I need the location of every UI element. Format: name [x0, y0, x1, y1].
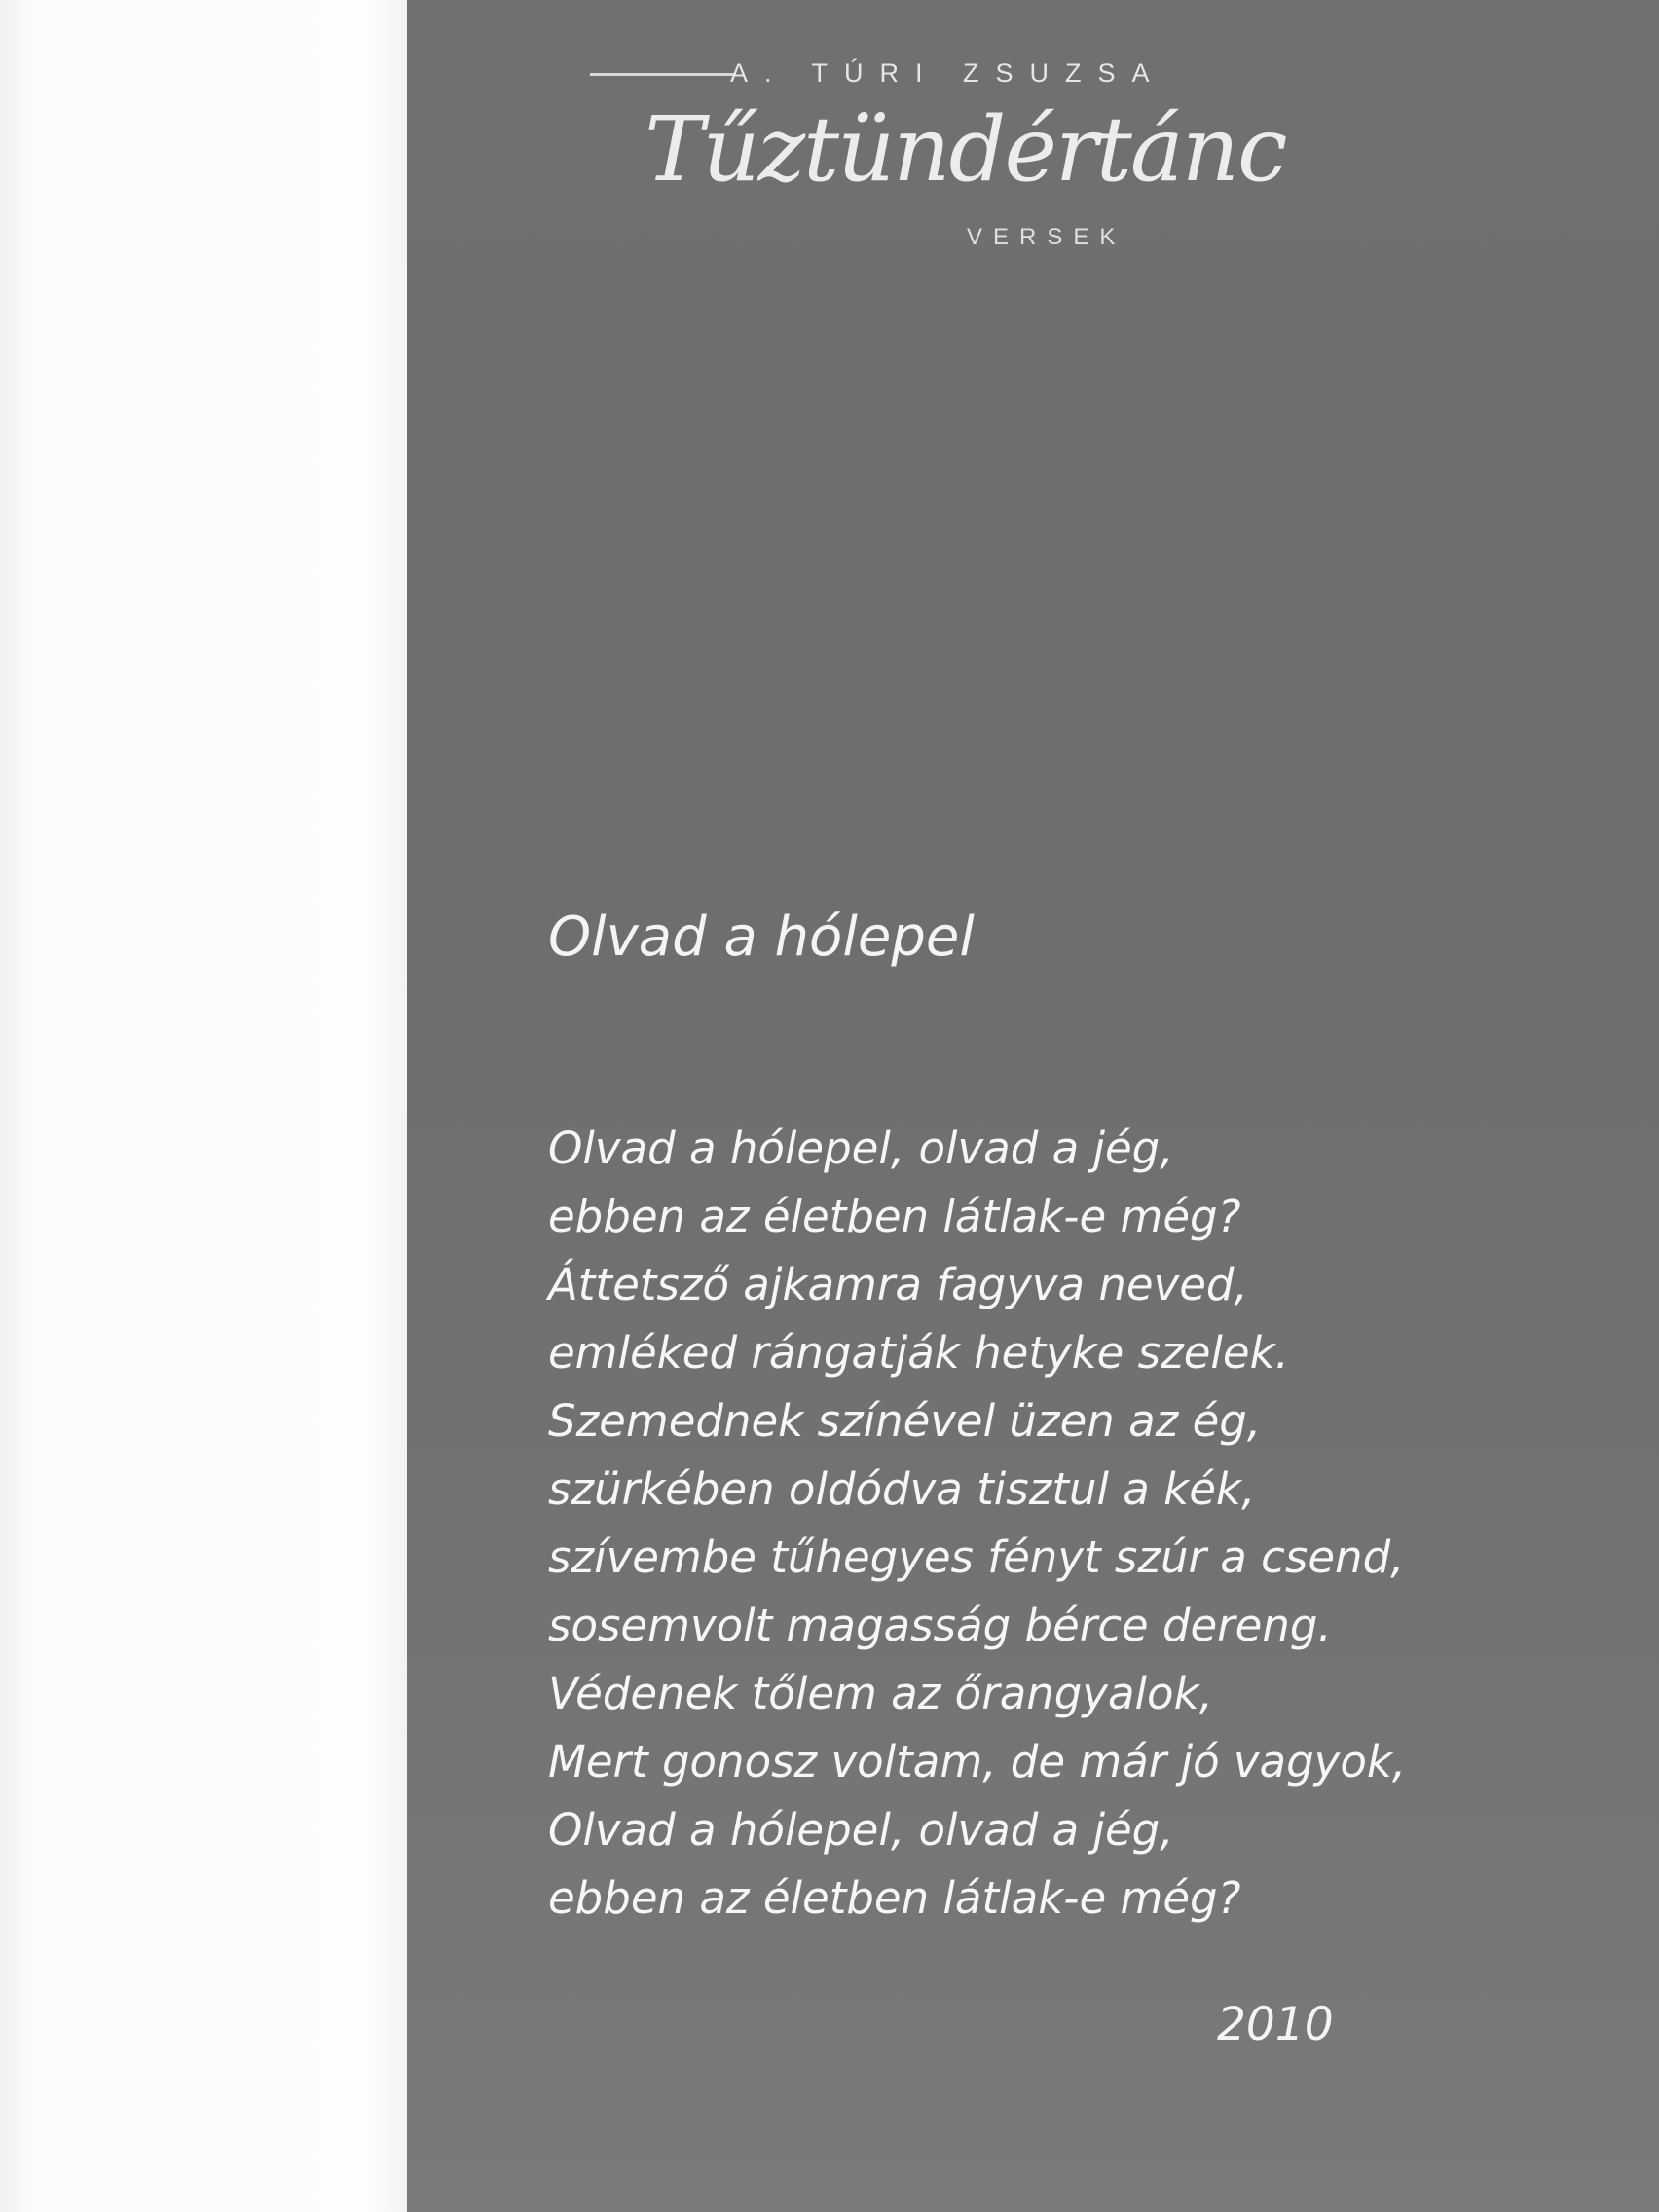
logo-decorative-line: [590, 73, 736, 76]
poem-title: Olvad a hólepel: [548, 905, 975, 969]
poem-line: szívembe tűhegyes fényt szúr a csend,: [548, 1531, 1405, 1583]
poem-line: Mert gonosz voltam, de már jó vagyok,: [548, 1736, 1407, 1788]
poem-line: ebben az életben látlak-e még?: [548, 1191, 1241, 1242]
author-name: A. TÚRI ZSUZSA: [730, 58, 1166, 88]
poem-line: Védenek tőlem az őrangyalok,: [548, 1668, 1213, 1719]
poem-stanza: [548, 1115, 1406, 1933]
poem-line: szürkében oldódva tisztul a kék,: [548, 1463, 1256, 1515]
poem-line: sosemvolt magasság bérce dereng.: [548, 1600, 1332, 1651]
poem-line: Olvad a hólepel, olvad a jég,: [548, 1123, 1174, 1174]
poem-line: ebben az életben látlak-e még?: [548, 1872, 1241, 1924]
poem-line: emléked rángatják hetyke szelek.: [548, 1327, 1289, 1379]
poem-year: 2010: [1217, 1998, 1334, 2051]
book-title: Tűztündértánc: [645, 97, 1286, 202]
poem-line: Áttetsző ajkamra fagyva neved,: [548, 1259, 1248, 1310]
book-header-logo: [584, 58, 1286, 263]
left-page-margin: [0, 0, 407, 2212]
series-label: VERSEK: [967, 224, 1126, 250]
poem-line: Olvad a hólepel, olvad a jég,: [548, 1804, 1174, 1856]
poem-line: Szemednek színével üzen az ég,: [548, 1395, 1262, 1447]
